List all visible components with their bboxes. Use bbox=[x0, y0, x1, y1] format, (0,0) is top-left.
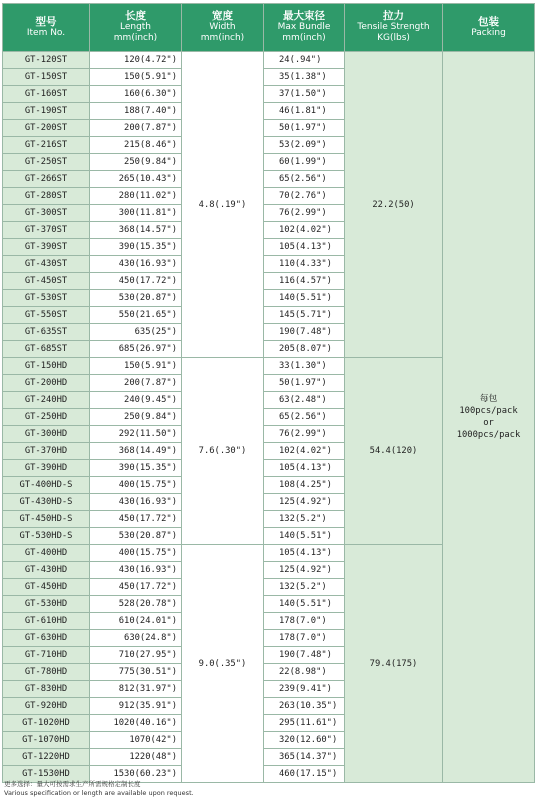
table-row bbox=[3, 52, 535, 69]
header-length bbox=[90, 4, 182, 52]
item-no-cell: GT-550ST bbox=[3, 307, 90, 324]
max-bundle-cell: 110(4.33") bbox=[264, 256, 345, 273]
header-item-en: Item No. bbox=[26, 27, 66, 38]
max-bundle-cell: 35(1.38") bbox=[264, 69, 345, 86]
max-bundle-cell: 50(1.97") bbox=[264, 375, 345, 392]
max-bundle-cell: 105(4.13") bbox=[264, 460, 345, 477]
item-no-cell: GT-216ST bbox=[3, 137, 90, 154]
header-width-unit: mm(inch) bbox=[200, 33, 245, 43]
header-item bbox=[3, 4, 90, 52]
tensile-strength-cell: 79.4(175) bbox=[345, 545, 443, 783]
header-bundle bbox=[264, 4, 345, 52]
item-no-cell: GT-150ST bbox=[3, 69, 90, 86]
length-cell: 528(20.78") bbox=[90, 596, 182, 613]
max-bundle-cell: 140(5.51") bbox=[264, 290, 345, 307]
item-no-cell: GT-370HD bbox=[3, 443, 90, 460]
length-cell: 265(10.43") bbox=[90, 171, 182, 188]
item-no-cell: GT-450HD bbox=[3, 579, 90, 596]
length-cell: 1220(48") bbox=[90, 749, 182, 766]
max-bundle-cell: 190(7.48") bbox=[264, 324, 345, 341]
item-no-cell: GT-1020HD bbox=[3, 715, 90, 732]
length-cell: 300(11.81") bbox=[90, 205, 182, 222]
footer-note bbox=[4, 780, 194, 798]
header-bundle-zh: 最大束径 bbox=[283, 10, 325, 22]
item-no-cell: GT-530ST bbox=[3, 290, 90, 307]
length-cell: 368(14.49") bbox=[90, 443, 182, 460]
header-tensile-unit: KG(lbs) bbox=[377, 33, 410, 43]
item-no-cell: GT-635ST bbox=[3, 324, 90, 341]
length-cell: 550(21.65") bbox=[90, 307, 182, 324]
max-bundle-cell: 140(5.51") bbox=[264, 596, 345, 613]
item-no-cell: GT-280ST bbox=[3, 188, 90, 205]
header-row bbox=[3, 4, 535, 52]
header-packing-en: Packing bbox=[471, 27, 506, 38]
max-bundle-cell: 205(8.07") bbox=[264, 341, 345, 358]
item-no-cell: GT-530HD bbox=[3, 596, 90, 613]
header-length-zh: 长度 bbox=[125, 10, 146, 22]
item-no-cell: GT-150HD bbox=[3, 358, 90, 375]
item-no-cell: GT-200HD bbox=[3, 375, 90, 392]
max-bundle-cell: 60(1.99") bbox=[264, 154, 345, 171]
spec-table bbox=[2, 3, 535, 783]
length-cell: 368(14.57") bbox=[90, 222, 182, 239]
max-bundle-cell: 178(7.0") bbox=[264, 630, 345, 647]
length-cell: 240(9.45") bbox=[90, 392, 182, 409]
length-cell: 430(16.93") bbox=[90, 562, 182, 579]
header-width-en: Width bbox=[209, 22, 236, 32]
width-cell: 9.0(.35") bbox=[182, 545, 264, 783]
max-bundle-cell: 46(1.81") bbox=[264, 103, 345, 120]
tensile-strength-cell: 54.4(120) bbox=[345, 358, 443, 545]
max-bundle-cell: 105(4.13") bbox=[264, 239, 345, 256]
item-no-cell: GT-430HD bbox=[3, 562, 90, 579]
length-cell: 812(31.97") bbox=[90, 681, 182, 698]
max-bundle-cell: 70(2.76") bbox=[264, 188, 345, 205]
length-cell: 635(25") bbox=[90, 324, 182, 341]
length-cell: 120(4.72") bbox=[90, 52, 182, 69]
max-bundle-cell: 320(12.60") bbox=[264, 732, 345, 749]
max-bundle-cell: 76(2.99") bbox=[264, 426, 345, 443]
max-bundle-cell: 145(5.71") bbox=[264, 307, 345, 324]
header-width bbox=[182, 4, 264, 52]
item-no-cell: GT-266ST bbox=[3, 171, 90, 188]
header-width-zh: 宽度 bbox=[212, 10, 233, 22]
item-no-cell: GT-430ST bbox=[3, 256, 90, 273]
item-no-cell: GT-450ST bbox=[3, 273, 90, 290]
length-cell: 450(17.72") bbox=[90, 579, 182, 596]
packing-text: 100pcs/pack bbox=[459, 406, 518, 416]
packing-text: 每包 bbox=[479, 394, 498, 404]
max-bundle-cell: 22(8.98") bbox=[264, 664, 345, 681]
length-cell: 530(20.87") bbox=[90, 290, 182, 307]
length-cell: 400(15.75") bbox=[90, 545, 182, 562]
length-cell: 390(15.35") bbox=[90, 239, 182, 256]
item-no-cell: GT-390ST bbox=[3, 239, 90, 256]
footer-note-en: Various specification or length are available upon request. bbox=[4, 789, 194, 797]
item-no-cell: GT-120ST bbox=[3, 52, 90, 69]
item-no-cell: GT-1070HD bbox=[3, 732, 90, 749]
packing-text: 1000pcs/pack bbox=[456, 430, 521, 440]
max-bundle-cell: 65(2.56") bbox=[264, 409, 345, 426]
length-cell: 430(16.93") bbox=[90, 256, 182, 273]
length-cell: 250(9.84") bbox=[90, 409, 182, 426]
max-bundle-cell: 102(4.02") bbox=[264, 222, 345, 239]
max-bundle-cell: 365(14.37") bbox=[264, 749, 345, 766]
max-bundle-cell: 132(5.2") bbox=[264, 579, 345, 596]
item-no-cell: GT-430HD-S bbox=[3, 494, 90, 511]
footer-note-zh: 更多选择：量大可按需求生产所需规格定制长度 bbox=[4, 780, 141, 788]
length-cell: 390(15.35") bbox=[90, 460, 182, 477]
item-no-cell: GT-710HD bbox=[3, 647, 90, 664]
length-cell: 160(6.30") bbox=[90, 86, 182, 103]
length-cell: 1530(60.23") bbox=[90, 766, 182, 783]
item-no-cell: GT-400HD bbox=[3, 545, 90, 562]
length-cell: 775(30.51") bbox=[90, 664, 182, 681]
max-bundle-cell: 190(7.48") bbox=[264, 647, 345, 664]
length-cell: 150(5.91") bbox=[90, 69, 182, 86]
max-bundle-cell: 24(.94") bbox=[264, 52, 345, 69]
length-cell: 1020(40.16") bbox=[90, 715, 182, 732]
max-bundle-cell: 50(1.97") bbox=[264, 120, 345, 137]
item-no-cell: GT-370ST bbox=[3, 222, 90, 239]
max-bundle-cell: 178(7.0") bbox=[264, 613, 345, 630]
max-bundle-cell: 125(4.92") bbox=[264, 494, 345, 511]
width-cell: 4.8(.19") bbox=[182, 52, 264, 358]
item-no-cell: GT-390HD bbox=[3, 460, 90, 477]
length-cell: 150(5.91") bbox=[90, 358, 182, 375]
max-bundle-cell: 65(2.56") bbox=[264, 171, 345, 188]
item-no-cell: GT-300ST bbox=[3, 205, 90, 222]
item-no-cell: GT-300HD bbox=[3, 426, 90, 443]
max-bundle-cell: 37(1.50") bbox=[264, 86, 345, 103]
max-bundle-cell: 132(5.2") bbox=[264, 511, 345, 528]
item-no-cell: GT-240HD bbox=[3, 392, 90, 409]
max-bundle-cell: 76(2.99") bbox=[264, 205, 345, 222]
length-cell: 710(27.95") bbox=[90, 647, 182, 664]
item-no-cell: GT-780HD bbox=[3, 664, 90, 681]
length-cell: 292(11.50") bbox=[90, 426, 182, 443]
item-no-cell: GT-630HD bbox=[3, 630, 90, 647]
header-tensile-zh: 拉力 bbox=[383, 10, 404, 22]
item-no-cell: GT-1530HD bbox=[3, 766, 90, 783]
header-packing-zh: 包装 bbox=[478, 15, 499, 28]
max-bundle-cell: 108(4.25") bbox=[264, 477, 345, 494]
item-no-cell: GT-250ST bbox=[3, 154, 90, 171]
header-packing bbox=[443, 4, 535, 52]
length-cell: 530(20.87") bbox=[90, 528, 182, 545]
item-no-cell: GT-400HD-S bbox=[3, 477, 90, 494]
length-cell: 450(17.72") bbox=[90, 273, 182, 290]
max-bundle-cell: 125(4.92") bbox=[264, 562, 345, 579]
max-bundle-cell: 105(4.13") bbox=[264, 545, 345, 562]
max-bundle-cell: 53(2.09") bbox=[264, 137, 345, 154]
max-bundle-cell: 460(17.15") bbox=[264, 766, 345, 783]
item-no-cell: GT-685ST bbox=[3, 341, 90, 358]
max-bundle-cell: 63(2.48") bbox=[264, 392, 345, 409]
header-bundle-unit: mm(inch) bbox=[282, 33, 326, 43]
max-bundle-cell: 295(11.61") bbox=[264, 715, 345, 732]
width-cell: 7.6(.30") bbox=[182, 358, 264, 545]
packing-text: or bbox=[483, 418, 494, 428]
length-cell: 610(24.01") bbox=[90, 613, 182, 630]
length-cell: 685(26.97") bbox=[90, 341, 182, 358]
length-cell: 630(24.8") bbox=[90, 630, 182, 647]
item-no-cell: GT-530HD-S bbox=[3, 528, 90, 545]
item-no-cell: GT-450HD-S bbox=[3, 511, 90, 528]
length-cell: 450(17.72") bbox=[90, 511, 182, 528]
header-tensile-en: Tensile Strength bbox=[357, 22, 430, 32]
max-bundle-cell: 116(4.57") bbox=[264, 273, 345, 290]
length-cell: 400(15.75") bbox=[90, 477, 182, 494]
max-bundle-cell: 102(4.02") bbox=[264, 443, 345, 460]
item-no-cell: GT-920HD bbox=[3, 698, 90, 715]
tensile-strength-cell: 22.2(50) bbox=[345, 52, 443, 358]
item-no-cell: GT-1220HD bbox=[3, 749, 90, 766]
max-bundle-cell: 239(9.41") bbox=[264, 681, 345, 698]
header-length-en: Length bbox=[119, 22, 152, 32]
max-bundle-cell: 33(1.30") bbox=[264, 358, 345, 375]
item-no-cell: GT-190ST bbox=[3, 103, 90, 120]
max-bundle-cell: 263(10.35") bbox=[264, 698, 345, 715]
packing-cell bbox=[443, 52, 535, 783]
length-cell: 430(16.93") bbox=[90, 494, 182, 511]
length-cell: 250(9.84") bbox=[90, 154, 182, 171]
item-no-cell: GT-160ST bbox=[3, 86, 90, 103]
header-item-zh: 型号 bbox=[35, 15, 57, 28]
length-cell: 188(7.40") bbox=[90, 103, 182, 120]
spec-table-body bbox=[3, 52, 535, 783]
length-cell: 280(11.02") bbox=[90, 188, 182, 205]
length-cell: 912(35.91") bbox=[90, 698, 182, 715]
header-bundle-en: Max Bundle bbox=[277, 22, 331, 32]
length-cell: 200(7.87") bbox=[90, 120, 182, 137]
header-tensile bbox=[345, 4, 443, 52]
length-cell: 215(8.46") bbox=[90, 137, 182, 154]
header-length-unit: mm(inch) bbox=[113, 33, 158, 43]
item-no-cell: GT-610HD bbox=[3, 613, 90, 630]
item-no-cell: GT-200ST bbox=[3, 120, 90, 137]
length-cell: 200(7.87") bbox=[90, 375, 182, 392]
length-cell: 1070(42") bbox=[90, 732, 182, 749]
item-no-cell: GT-830HD bbox=[3, 681, 90, 698]
max-bundle-cell: 140(5.51") bbox=[264, 528, 345, 545]
item-no-cell: GT-250HD bbox=[3, 409, 90, 426]
